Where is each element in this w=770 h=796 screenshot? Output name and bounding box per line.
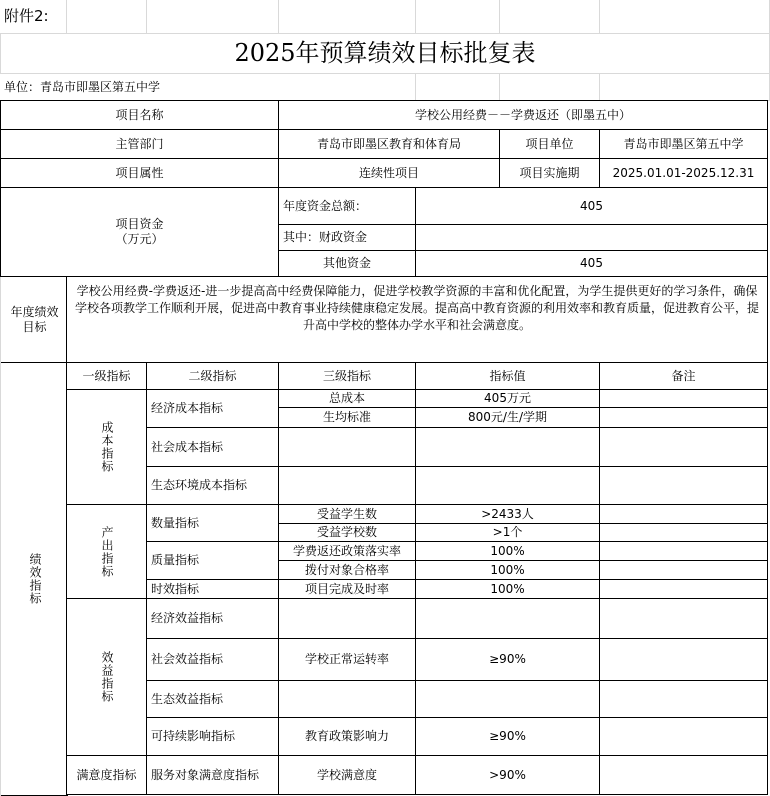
annual-total-value: 405 [415,187,768,225]
header-level3: 三级指标 [278,362,416,390]
indicators-section-label: 绩效指标 [1,363,68,796]
note-cell [599,717,768,756]
value-cell [415,680,600,718]
funds-label-line1: 项目资金 [115,217,164,231]
value-cell: 405万元 [415,389,600,408]
note-cell [599,427,768,467]
note-cell [599,579,768,599]
level2-eco-env-cost: 生态环境成本指标 [146,466,279,505]
note-cell [599,680,768,718]
level3-cell: 教育政策影响力 [278,717,416,756]
value-cell: >90% [415,755,600,795]
period-value: 2025.01.01-2025.12.31 [599,158,768,188]
goal-label-line1: 年度绩效 [10,304,59,319]
level3-cell: 学校满意度 [278,755,416,795]
note-cell [599,638,768,681]
project-name-label: 项目名称 [0,100,279,130]
dept-label: 主管部门 [0,129,279,159]
level1-cost: 成本指标 [66,389,147,505]
level2-quantity: 数量指标 [146,504,279,542]
period-label: 项目实施期 [499,158,600,188]
level3-cell: 总成本 [278,389,416,408]
value-cell: ≥90% [415,638,600,681]
level2-economic-cost: 经济成本指标 [146,389,279,428]
level3-cell: 受益学校数 [278,523,416,542]
attr-label: 项目属性 [0,158,279,188]
goal-text: 学校公用经费-学费返还-进一步提高高中经费保障能力，促进学校教学资源的丰富和优化配置，为学生提供更好的学习条件，确保学校各项教学工作顺利开展，促进高中教育事业持续健康稳定发展。提高高中教育资源的利用效率和教育质量，促进教育公平，提升高中学校的整体办学水平和社会满意度。 [66,276,768,363]
value-cell: >2433人 [415,504,600,524]
level3-cell: 学校正常运转率 [278,638,416,681]
project-name-value: 学校公用经费－－学费返还（即墨五中） [278,100,768,130]
goal-label-line2: 目标 [22,319,47,334]
grid-cell [279,0,416,34]
grid-cell [500,74,600,101]
level2-quality: 质量指标 [146,541,279,580]
other-funds-value: 405 [415,250,768,277]
page-title: 2025年预算绩效目标批复表 [0,34,770,74]
note-cell [599,541,768,561]
value-cell [415,598,600,639]
value-cell: 800元/生/学期 [415,407,600,428]
unit-label: 单位：青岛市即墨区第五中学 [0,74,416,101]
note-cell [599,560,768,580]
header-level1: 一级指标 [66,362,147,390]
level3-cell [278,466,416,505]
dept-value: 青岛市即墨区教育和体育局 [278,129,500,159]
level3-cell: 拨付对象合格率 [278,560,416,580]
fiscal-funds-label: 其中：财政资金 [278,224,416,251]
value-cell: 100% [415,541,600,561]
level3-cell: 生均标准 [278,407,416,428]
level2-timeliness: 时效指标 [146,579,279,599]
header-level2: 二级指标 [146,362,279,390]
level3-cell: 项目完成及时率 [278,579,416,599]
attachment-label: 附件2: [0,0,67,34]
level3-cell [278,680,416,718]
header-note: 备注 [599,362,768,390]
level2-economic-benefit: 经济效益指标 [146,598,279,639]
note-cell [599,466,768,505]
funds-label [0,187,279,277]
value-cell: >1个 [415,523,600,542]
note-cell [599,523,768,542]
level1-benefit: 效益指标 [66,598,147,756]
grid-cell [416,0,500,34]
project-unit-label: 项目单位 [499,129,600,159]
attr-value: 连续性项目 [278,158,500,188]
note-cell [599,407,768,428]
goal-label [1,276,68,363]
other-funds-label: 其他资金 [278,250,416,277]
level3-cell: 受益学生数 [278,504,416,524]
note-cell [599,755,768,795]
level3-cell: 学费返还政策落实率 [278,541,416,561]
level2-service-satisfaction: 服务对象满意度指标 [146,755,279,795]
note-cell [599,389,768,408]
level2-eco-benefit: 生态效益指标 [146,680,279,718]
annual-total-label: 年度资金总额： [278,187,416,225]
grid-cell [500,0,600,34]
fiscal-funds-value [415,224,768,251]
value-cell: ≥90% [415,717,600,756]
grid-cell [600,0,770,34]
level3-cell [278,598,416,639]
level1-output: 产出指标 [66,504,147,599]
grid-cell [67,0,147,34]
level3-cell [278,427,416,467]
level2-social-benefit: 社会效益指标 [146,638,279,681]
grid-cell [600,74,770,101]
grid-cell [416,74,500,101]
level1-satisfaction: 满意度指标 [66,755,147,795]
project-unit-value: 青岛市即墨区第五中学 [599,129,768,159]
header-value: 指标值 [415,362,600,390]
value-cell [415,466,600,505]
level2-social-cost: 社会成本指标 [146,427,279,467]
value-cell: 100% [415,560,600,580]
funds-label-line2: （万元） [115,232,164,246]
grid-cell [147,0,279,34]
level2-sustainable: 可持续影响指标 [146,717,279,756]
note-cell [599,504,768,524]
note-cell [599,598,768,639]
value-cell [415,427,600,467]
value-cell: 100% [415,579,600,599]
